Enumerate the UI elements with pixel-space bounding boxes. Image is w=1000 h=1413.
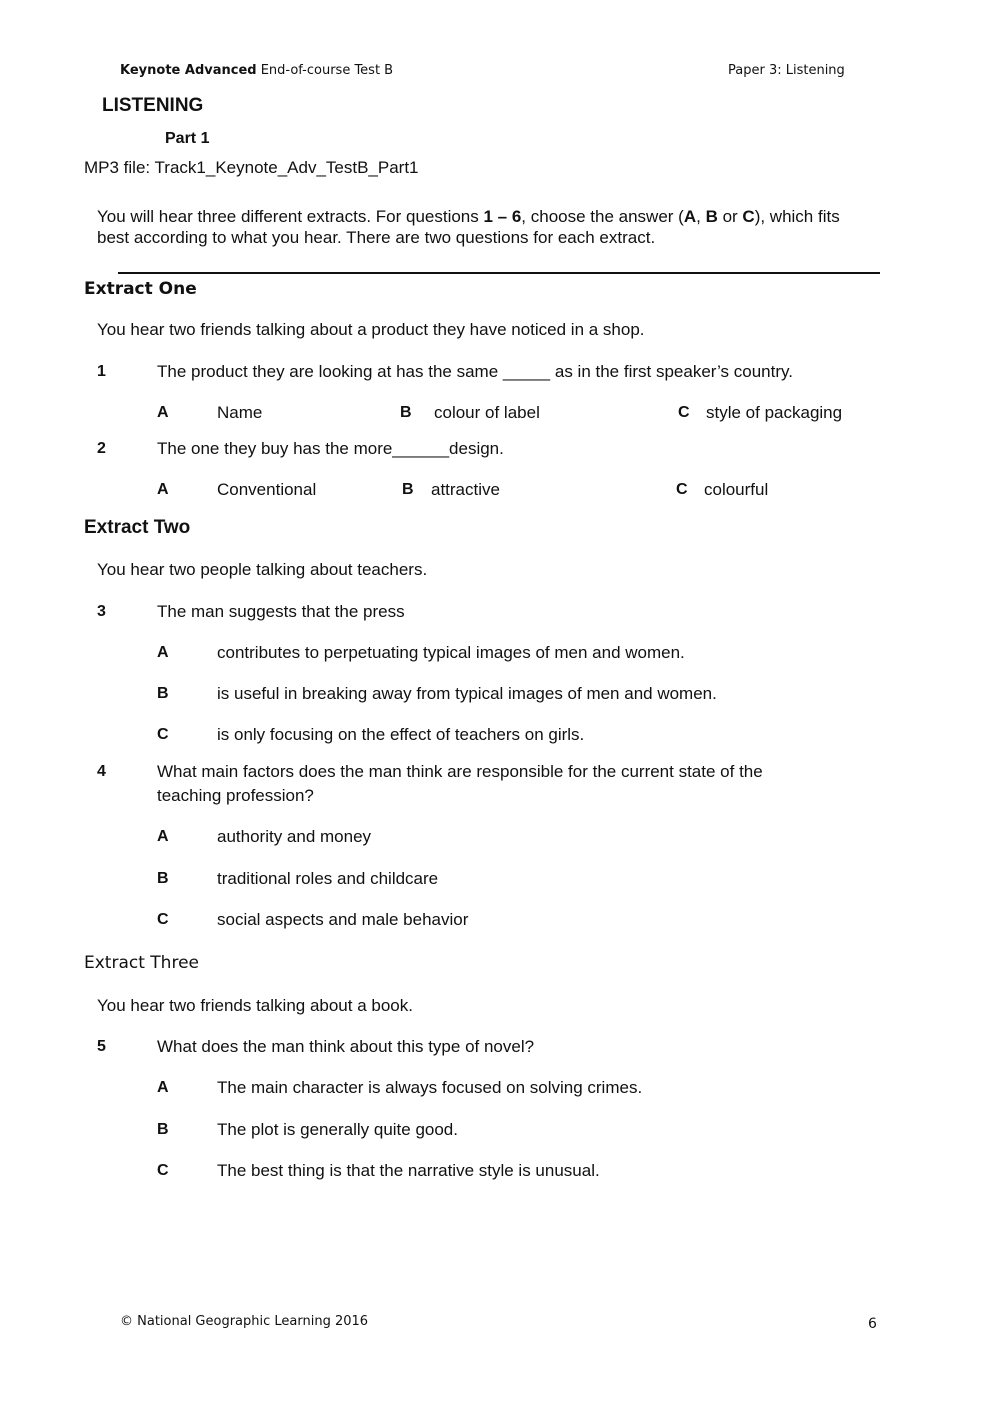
option-text[interactable]: The plot is generally quite good.	[217, 1120, 458, 1139]
option-letter: A	[157, 481, 169, 498]
instr-letter: C	[742, 207, 755, 226]
option-letter: B	[400, 404, 412, 421]
question-text: What does the man think about this type of novel?	[157, 1037, 535, 1056]
instructions-line-1	[97, 207, 840, 227]
question-number: 5	[97, 1038, 106, 1055]
option-text[interactable]: style of packaging	[706, 403, 843, 422]
page-title: LISTENING	[102, 95, 204, 116]
question-text-cont: teaching profession?	[157, 786, 314, 805]
option-letter: C	[157, 1162, 169, 1179]
option-letter: A	[157, 404, 169, 421]
extract-two-heading: Extract Two	[84, 517, 191, 538]
header-paper: Paper 3: Listening	[728, 63, 845, 78]
question-number: 4	[97, 763, 106, 780]
option-letter: A	[157, 1079, 169, 1096]
extract-two-context: You hear two people talking about teachers.	[97, 560, 428, 579]
option-letter: B	[157, 870, 169, 887]
extract-three-context: You hear two friends talking about a book.	[97, 996, 413, 1015]
option-text[interactable]: traditional roles and childcare	[217, 869, 439, 888]
instr-text: ,	[696, 207, 706, 226]
option-text[interactable]: The main character is always focused on solving crimes.	[217, 1078, 643, 1097]
question-text: The product they are looking at has the same _____ as in the first speaker’s country.	[157, 362, 793, 381]
instructions-line-2: best according to what you hear. There are two questions for each extract.	[97, 228, 656, 247]
running-header	[120, 63, 393, 78]
instr-range: 1 – 6	[483, 207, 522, 226]
option-text[interactable]: attractive	[431, 480, 500, 499]
option-letter: C	[157, 911, 169, 928]
footer-copyright: © National Geographic Learning 2016	[120, 1314, 369, 1329]
question-number: 3	[97, 603, 106, 620]
instr-text: ), which fits	[754, 207, 840, 226]
option-letter: B	[402, 481, 414, 498]
option-letter: A	[157, 828, 169, 845]
instr-letter: B	[705, 207, 718, 226]
header-test: End-of-course Test B	[260, 63, 394, 78]
page-number: 6	[868, 1316, 877, 1332]
instr-text: You will hear three different extracts. For questions	[97, 207, 484, 226]
instr-text: , choose the answer (	[521, 207, 684, 226]
option-text[interactable]: contributes to perpetuating typical images of men and women.	[217, 643, 685, 662]
extract-one-heading: Extract One	[84, 279, 197, 299]
mp3-file: MP3 file: Track1_Keynote_Adv_TestB_Part1	[84, 158, 419, 177]
option-letter: A	[157, 644, 169, 661]
option-letter: C	[678, 404, 690, 421]
option-text[interactable]: colour of label	[434, 403, 540, 422]
question-text: The one they buy has the more______design.	[157, 439, 504, 458]
instr-text: or	[717, 207, 743, 226]
question-text: The man suggests that the press	[157, 602, 405, 621]
option-text[interactable]: Name	[217, 403, 263, 422]
option-letter: C	[676, 481, 688, 498]
question-number: 2	[97, 440, 106, 457]
option-letter: B	[157, 685, 169, 702]
instr-letter: A	[683, 207, 697, 226]
part-label: Part 1	[165, 130, 210, 147]
option-letter: C	[157, 726, 169, 743]
divider	[118, 272, 880, 274]
option-letter: B	[157, 1121, 169, 1138]
option-text[interactable]: social aspects and male behavior	[217, 910, 469, 929]
option-text[interactable]: authority and money	[217, 827, 372, 846]
question-text: What main factors does the man think are responsible for the current state of the	[157, 762, 763, 781]
option-text[interactable]: colourful	[704, 480, 769, 499]
extract-three-heading: Extract Three	[84, 953, 199, 973]
extract-one-context: You hear two friends talking about a product they have noticed in a shop.	[97, 320, 645, 339]
option-text[interactable]: is useful in breaking away from typical images of men and women.	[217, 684, 717, 703]
question-number: 1	[97, 363, 106, 380]
option-text[interactable]: The best thing is that the narrative style is unusual.	[217, 1161, 600, 1180]
header-brand: Keynote Advanced	[120, 63, 257, 78]
option-text[interactable]: is only focusing on the effect of teachers on girls.	[217, 725, 585, 744]
option-text[interactable]: Conventional	[217, 480, 317, 499]
